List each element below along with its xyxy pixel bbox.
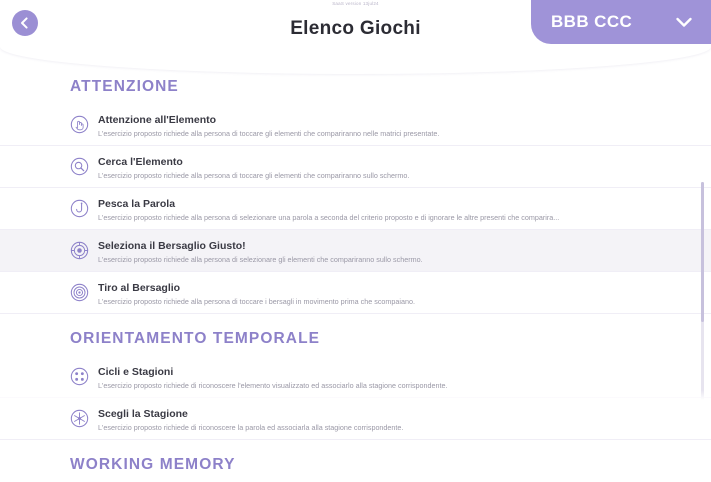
list-item-texts bbox=[98, 152, 409, 181]
seasons-cycle-icon bbox=[70, 367, 89, 386]
game-description: L'esercizio proposto richiede di riconoscere la parola ed associarla alla stagione corrispondente. bbox=[98, 423, 404, 432]
game-name: Pesca la Parola bbox=[98, 198, 176, 210]
user-name-label: BBB CCC bbox=[551, 12, 633, 31]
snowflake-icon bbox=[70, 409, 89, 428]
game-description: L'esercizio proposto richiede alla persona di toccare gli elementi che compariranno nelle matrici presentate. bbox=[98, 129, 440, 138]
section-title: WORKING MEMORY bbox=[70, 456, 236, 473]
games-list[interactable] bbox=[0, 62, 711, 473]
game-description: L'esercizio proposto richiede alla persona di toccare gli elementi che compariranno sullo schermo. bbox=[98, 171, 410, 180]
list-scrollbar[interactable] bbox=[701, 182, 704, 400]
section-working-memory bbox=[0, 440, 711, 482]
game-name: Scegli la Stagione bbox=[98, 408, 188, 420]
list-item[interactable] bbox=[0, 356, 711, 398]
section-attenzione bbox=[0, 62, 711, 314]
game-description: L'esercizio proposto richiede di riconoscere l'elemento visualizzato ed associarlo alla stagione corrispondente. bbox=[98, 381, 448, 390]
list-item-texts bbox=[98, 362, 448, 391]
list-item-texts bbox=[98, 236, 423, 265]
chevron-down-icon bbox=[675, 16, 693, 28]
hand-touch-icon bbox=[70, 115, 89, 134]
game-description: L'esercizio proposto richiede alla persona di selezionare una parola a seconda del criterio proposto e di ignorare le altre presenti che comparira... bbox=[98, 213, 560, 222]
fish-hook-icon bbox=[70, 199, 89, 218]
game-name: Attenzione all'Elemento bbox=[98, 114, 217, 126]
version-label: SaaS version 13jul24 bbox=[332, 1, 379, 6]
scrollbar-thumb[interactable] bbox=[701, 182, 704, 322]
app-header bbox=[0, 0, 711, 62]
game-name: Cicli e Stagioni bbox=[98, 366, 174, 378]
bullseye-icon bbox=[70, 283, 89, 302]
game-name: Seleziona il Bersaglio Giusto! bbox=[98, 240, 246, 252]
list-item[interactable] bbox=[0, 272, 711, 314]
section-title: ATTENZIONE bbox=[70, 78, 179, 95]
list-item[interactable] bbox=[0, 398, 711, 440]
list-item-texts bbox=[98, 110, 439, 139]
target-icon bbox=[70, 241, 89, 260]
game-name: Cerca l'Elemento bbox=[98, 156, 183, 168]
section-title: ORIENTAMENTO TEMPORALE bbox=[70, 330, 321, 347]
game-description: L'esercizio proposto richiede alla persona di selezionare gli elementi che compariranno sullo schermo. bbox=[98, 255, 423, 264]
user-menu-button[interactable] bbox=[531, 0, 711, 44]
game-name: Tiro al Bersaglio bbox=[98, 282, 181, 294]
list-item[interactable] bbox=[0, 188, 711, 230]
magnifier-icon bbox=[70, 157, 89, 176]
list-item-texts bbox=[98, 404, 403, 433]
list-item[interactable] bbox=[0, 104, 711, 146]
list-item-texts bbox=[98, 194, 559, 223]
section-orientamento-temporale bbox=[0, 314, 711, 440]
page-title: Elenco Giochi bbox=[290, 18, 421, 39]
list-item-texts bbox=[98, 278, 415, 307]
list-item[interactable] bbox=[0, 230, 711, 272]
list-item[interactable] bbox=[0, 146, 711, 188]
game-description: L'esercizio proposto richiede alla persona di toccare i bersagli in movimento prima che scompaiano. bbox=[98, 297, 415, 306]
